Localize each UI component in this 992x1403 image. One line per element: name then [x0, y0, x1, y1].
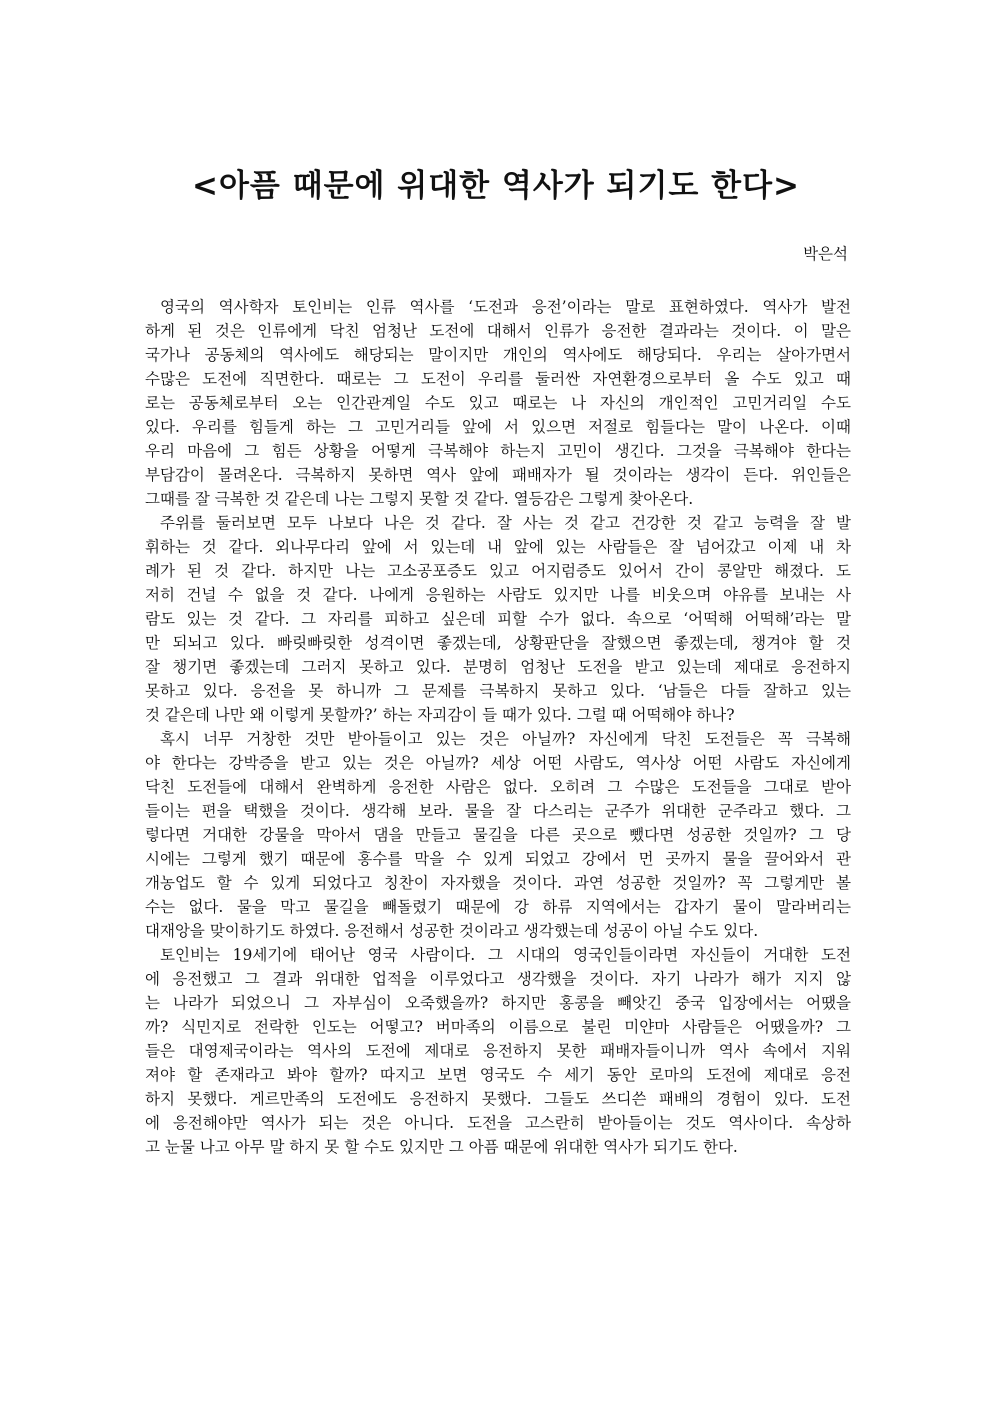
paragraph-line: 렇다면 거대한 강물을 막아서 댐을 만들고 물길을 다른 곳으로 뺐다면 성공한 것일까? 그 당: [145, 826, 851, 844]
document-title: <아픔 때문에 위대한 역사가 되기도 한다>: [191, 168, 801, 204]
paragraph-line: 혹시 너무 거창한 것만 받아들이고 있는 것은 아닐까? 자신에게 닥친 도전들은 꼭 극복해: [160, 730, 851, 748]
author-name: 박은석: [803, 245, 848, 263]
paragraph-line: 하지 못했다. 게르만족의 도전에도 응전하지 못했다. 그들도 쓰디쓴 패배의 경험이 있다. 도전: [145, 1090, 851, 1108]
paragraph-line: 주위를 둘러보면 모두 나보다 나은 것 같다. 잘 사는 것 같고 건강한 것 같고 능력을 잘 발: [160, 514, 851, 532]
paragraph: [145, 727, 851, 943]
paragraph-line: 수많은 도전에 직면한다. 때로는 그 도전이 우리를 둘러싼 자연환경으로부터 올 수도 있고 때: [145, 370, 851, 388]
paragraph-line: 저히 건널 수 없을 것 같다. 나에게 응원하는 사람도 있지만 나를 비웃으며 야유를 보내는 사: [145, 586, 851, 604]
paragraph: [145, 511, 851, 727]
paragraph-line: 야 한다는 강박증을 받고 있는 것은 아닐까? 세상 어떤 사람도, 역사상 어떤 사람도 자신에게: [145, 754, 851, 772]
paragraph-line: 못하고 있다. 응전을 못 하니까 그 문제를 극복하지 못하고 있다. ‘남들은 다들 잘하고 있는: [145, 682, 851, 700]
paragraph-line: 례가 된 것 같다. 하지만 나는 고소공포증도 있고 어지럼증도 있어서 간이 콩알만 해졌다. 도: [145, 562, 851, 580]
paragraph-line: 에 응전했고 그 결과 위대한 업적을 이루었다고 생각했을 것이다. 자기 나라가 해가 지지 않: [145, 970, 851, 988]
paragraph-line: 들이는 편을 택했을 것이다. 생각해 보라. 물을 잘 다스리는 군주가 위대한 군주라고 했다. 그: [145, 802, 851, 820]
paragraph-line: 하게 된 것은 인류에게 닥친 엄청난 도전에 대해서 인류가 응전한 결과라는 것이다. 이 말은: [145, 322, 851, 340]
paragraph-line: 수는 없다. 물을 막고 물길을 빼돌렸기 때문에 강 하류 지역에서는 갑자기 물이 말라버리는: [145, 898, 851, 916]
paragraph-line: 영국의 역사학자 토인비는 인류 역사를 ‘도전과 응전’이라는 말로 표현하였다. 역사가 발전: [160, 298, 851, 316]
paragraph-line: 국가나 공동체의 역사에도 해당되는 말이지만 개인의 역사에도 해당되다. 우리는 살아가면서: [145, 346, 851, 364]
paragraph-line: 휘하는 것 같다. 외나무다리 앞에 서 있는데 내 앞에 있는 사람들은 잘 넘어갔고 이제 내 차: [145, 538, 851, 556]
paragraph-line: 대재앙을 맞이하기도 하였다. 응전해서 성공한 것이라고 생각했는데 성공이 아닐 수도 있다.: [145, 922, 759, 940]
paragraph: [145, 295, 851, 511]
paragraph-line: 그때를 잘 극복한 것 같은데 나는 그렇지 못할 것 같다. 열등감은 그렇게 찾아온다.: [145, 490, 694, 508]
paragraph-line: 우리 마음에 그 힘든 상황을 어떻게 극복해야 하는지 고민이 생긴다. 그것을 극복해야 한다는: [145, 442, 851, 460]
paragraph-line: 에 응전해야만 역사가 되는 것은 아니다. 도전을 고스란히 받아들이는 것도 역사이다. 속상하: [145, 1114, 851, 1132]
paragraph-line: 람도 있는 것 같다. 그 자리를 피하고 싶은데 피할 수가 없다. 속으로 ‘어떡해 어떡해’라는 말: [145, 610, 851, 628]
paragraph-line: 로는 공동체로부터 오는 인간관계일 수도 있고 때로는 나 자신의 개인적인 고민거리일 수도: [145, 394, 851, 412]
paragraph-line: 것 같은데 나만 왜 이렇게 못할까?’ 하는 자괴감이 들 때가 있다. 그럴 때 어떡해야 하나?: [145, 706, 735, 724]
paragraph-line: 있다. 우리를 힘들게 하는 그 고민거리들 앞에 서 있으면 저절로 힘들다는 말이 나온다. 이때: [145, 418, 851, 436]
paragraph-line: 닥친 도전들에 대해서 완벽하게 응전한 사람은 없다. 오히려 그 수많은 도전들을 그대로 받아: [145, 778, 851, 796]
paragraph-line: 까? 식민지로 전락한 인도는 어떻고? 버마족의 이름으로 불린 미얀마 사람들은 어땠을까? 그: [145, 1018, 851, 1036]
paragraph-line: 져야 할 존재라고 봐야 할까? 따지고 보면 영국도 수 세기 동안 로마의 도전에 제대로 응전: [145, 1066, 851, 1084]
paragraph: [145, 943, 851, 1159]
paragraph-line: 고 눈물 나고 아무 말 하지 못 할 수도 있지만 그 아픔 때문에 위대한 역사가 되기도 한다.: [145, 1138, 738, 1156]
paragraph-line: 토인비는 19세기에 태어난 영국 사람이다. 그 시대의 영국인들이라면 자신들이 거대한 도전: [160, 946, 851, 964]
paragraph-line: 잘 챙기면 좋겠는데 그러지 못하고 있다. 분명히 엄청난 도전을 받고 있는데 제대로 응전하지: [145, 658, 851, 676]
paragraph-line: 개농업도 할 수 있게 되었다고 칭찬이 자자했을 것이다. 과연 성공한 것일까? 꼭 그렇게만 볼: [145, 874, 851, 892]
paragraph-line: 만 되뇌고 있다. 빠릿빠릿한 성격이면 좋겠는데, 상황판단을 잘했으면 좋겠는데, 챙겨야 할 것: [145, 634, 851, 652]
paragraph-line: 들은 대영제국이라는 역사의 도전에 제대로 응전하지 못한 패배자들이니까 역사 속에서 지워: [145, 1042, 851, 1060]
paragraph-line: 는 나라가 되었으니 그 자부심이 오죽했을까? 하지만 홍콩을 빼앗긴 중국 입장에서는 어땠을: [145, 994, 851, 1012]
paragraph-line: 부담감이 몰려온다. 극복하지 못하면 역사 앞에 패배자가 될 것이라는 생각이 든다. 위인들은: [145, 466, 851, 484]
document-body: [145, 295, 851, 1159]
paragraph-line: 시에는 그렇게 했기 때문에 홍수를 막을 수 있게 되었고 강에서 먼 곳까지 물을 끌어와서 관: [145, 850, 851, 868]
